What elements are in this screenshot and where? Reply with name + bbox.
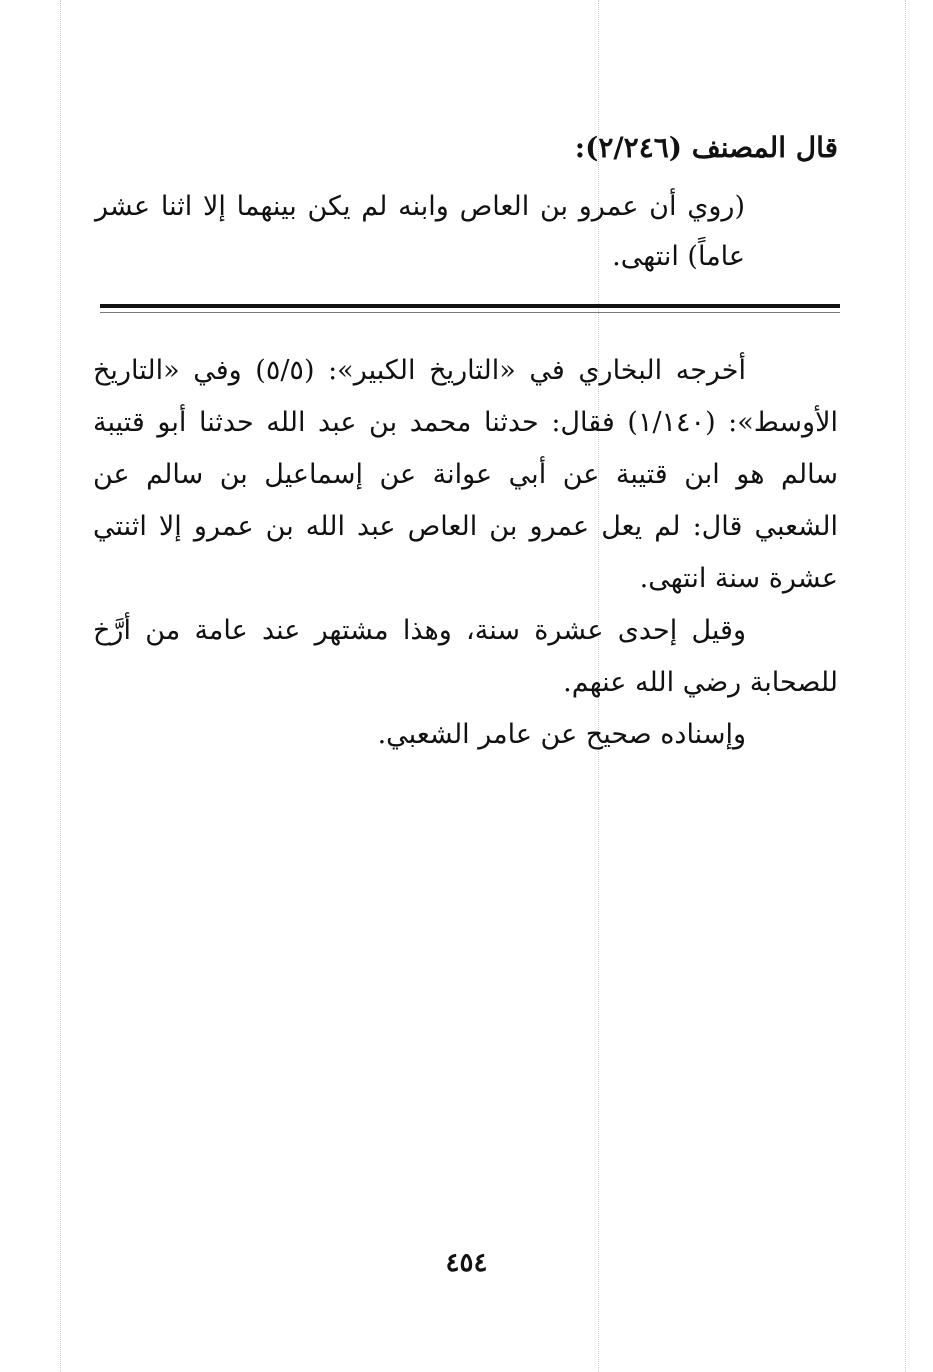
paragraph-isnad: وإسناده صحيح عن عامر الشعبي. <box>377 719 746 750</box>
commentary-body <box>93 345 838 761</box>
section-heading: قال المصنف (٢/٢٤٦): <box>574 131 838 164</box>
page-number: ٤٥٤ <box>445 1248 488 1278</box>
separator-rule-thin <box>100 312 840 313</box>
paragraph-alternate-view: وقيل إحدى عشرة سنة، وهذا مشتهر عند عامة من أرَّخ للصحابة رضي الله عنهم. <box>93 615 838 698</box>
separator-rule <box>100 304 840 308</box>
quoted-statement: (روي أن عمرو بن العاص وابنه لم يكن بينهما إلا اثنا عشر عاماً) انتهى. <box>95 191 745 272</box>
paragraph-takhrij: أخرجه البخاري في «التاريخ الكبير»: (٥/٥) وفي «التاريخ الأوسط»: (١/١٤٠) فقال: حدثنا محمد بن عبد الله حدثنا أبو قتيبة سالم هو ابن قتيبة عن أبي عوانة عن إسماعيل بن سالم عن الشعبي قال: لم يعل عمرو بن العاص عبد الله بن عمرو إلا اثنتي عشرة سنة انتهى. <box>93 355 838 594</box>
